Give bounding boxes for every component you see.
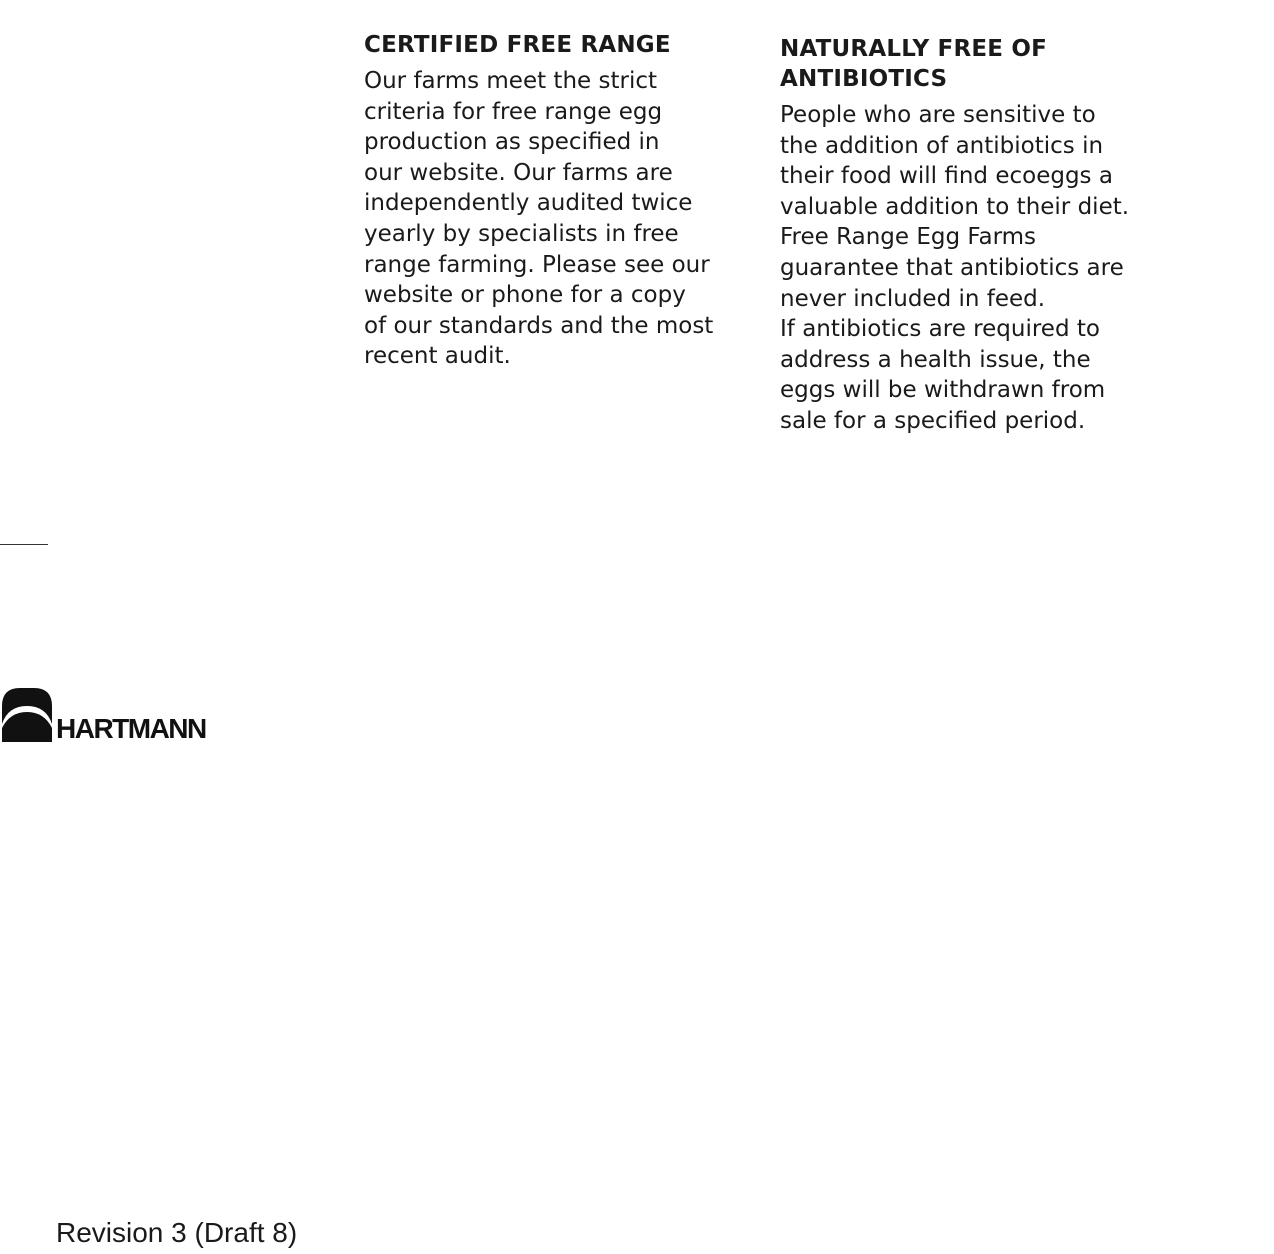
margin-rule: [0, 544, 48, 545]
antibiotics-section: [780, 34, 1165, 437]
section-heading: NATURALLY FREE OF ANTIBIOTICS: [780, 36, 1048, 92]
certified-free-range-section: [364, 30, 744, 372]
logo-wordmark: HARTMANN: [56, 713, 206, 744]
revision-label: Revision 3 (Draft 8): [56, 1217, 298, 1248]
section-body: Our farms meet the strict criteria for free range egg production as specified in our website. Our farms are independently audited twice yearly by specialists in free range farming. Please see our website or phone for a copy of our standards and the most recent audit.: [364, 68, 714, 370]
section-heading: CERTIFIED FREE RANGE: [364, 32, 671, 58]
section-body: People who are sensitive to the addition of antibiotics in their food will find ecoeggs a valuable addition to their diet. Free Range Egg Farms guarantee that antibiotics are never included in feed. If antibiotics are required to address a health issue, the eggs will be withdrawn from sale for a specified period.: [780, 102, 1130, 434]
hartmann-logo: [0, 684, 206, 744]
hartmann-logo-icon: [0, 686, 54, 744]
